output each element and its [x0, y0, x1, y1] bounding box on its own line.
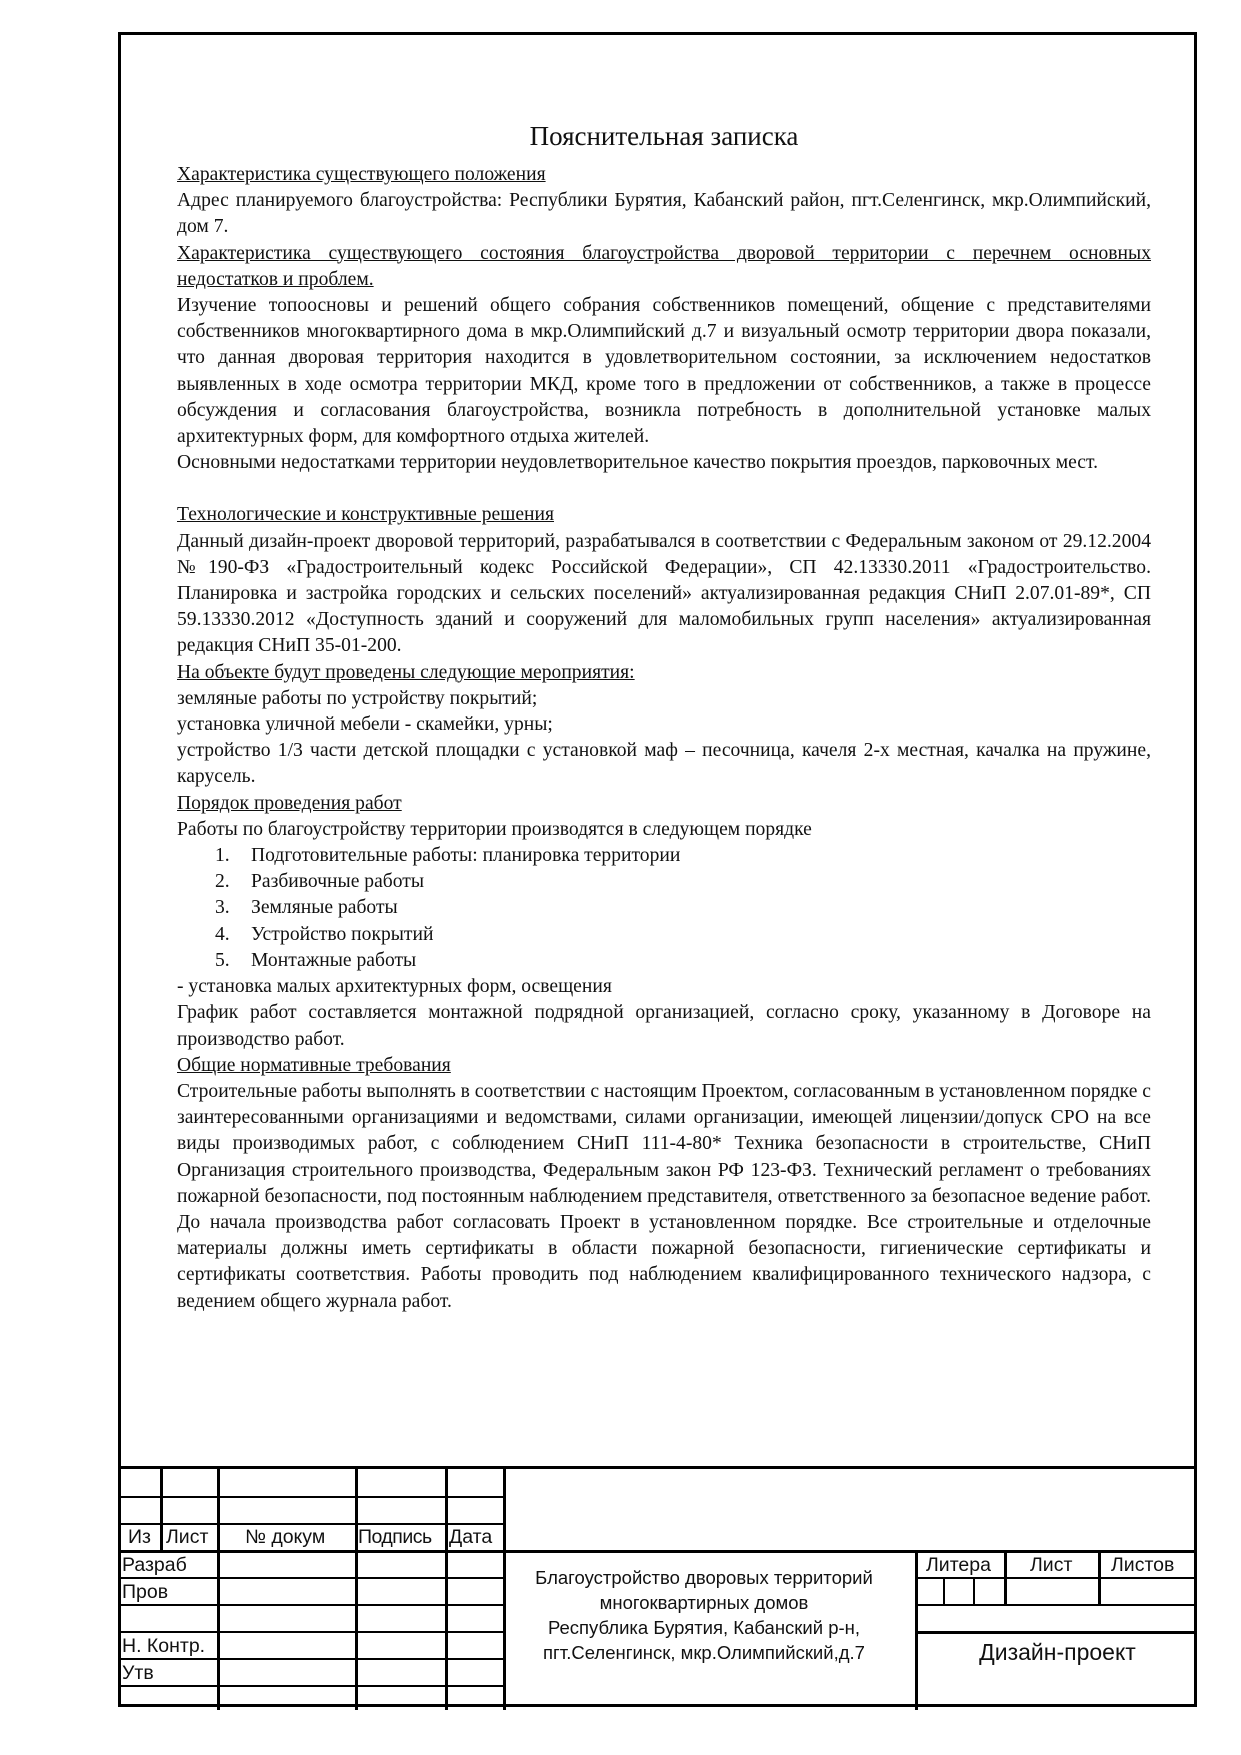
survey-paragraph: Изучение топоосновы и решений общего собрания собственников помещений, общение с представителями собственников многоквартирного дома в мкр.Олимпийский д.7 и визуальный осмотр территории двора показали, что данная дворовая территория находится в удовлетворительном состоянии, за исключением недостатков выявленных в ходе осмотра территории МКД, кроме того в предложении от собственников, а также в процессе обсуждения и согласования благоустройства, возникла потребность в дополнительной установке малых архитектурных форм, для комфортного отдыха жителей.	[177, 295, 1151, 448]
label-litera: Литера	[926, 1554, 991, 1576]
column-iz: Из	[128, 1526, 151, 1548]
measure-item: устройство 1/3 части детской площадки с установкой маф – песочница, качеля 2-х местная, качалка на пружине, карусель.	[177, 740, 1151, 788]
document-title: Пояснительная записка	[529, 121, 799, 151]
schedule-paragraph: График работ составляется монтажной подрядной организацией, согласно сроку, указанному в Договоре на производство работ.	[177, 1002, 1151, 1050]
row-norm-control: Н. Контр.	[122, 1635, 206, 1657]
explanatory-note	[177, 118, 1151, 1315]
section-heading-existing-state: Характеристика существующего положения	[177, 164, 546, 185]
work-order-extra: - установка малых архитектурных форм, освещения	[177, 976, 612, 998]
column-date: Дата	[449, 1526, 493, 1548]
project-description: Благоустройство дворовых территорий многоквартирных домов Республика Бурятия, Кабанский р-н, пгт.Селенгинск, мкр.Олимпийский,д.7	[535, 1567, 873, 1663]
row-checker: Пров	[122, 1581, 169, 1603]
row-approved: Утв	[122, 1662, 154, 1684]
address-paragraph: Адрес планируемого благоустройства: Республики Бурятия, Кабанский район, пгт.Селенгинск, мкр.Олимпийский, дом 7.	[177, 190, 1151, 238]
section-heading-work-order: Порядок проведения работ	[177, 792, 402, 814]
section-heading-general-requirements: Общие нормативные требования	[177, 1054, 451, 1076]
measure-item: земляные работы по устройству покрытий;	[177, 687, 538, 709]
label-sheet: Лист	[1030, 1554, 1073, 1576]
requirements-paragraph: Строительные работы выполнять в соответствии с настоящим Проектом, согласованным в установленном порядке с заинтересованными организациями и ведомствами, силами организации, имеющей лицензии/допуск СРО на все виды производимых работ, с соблюдением СНиП 111-4-80* Техника безопасности в строительстве, СНиП Организация строительного производства, Федеральным закон РФ 123-ФЗ. Технический регламент о требованиях пожарной безопасности, под постоянным наблюдением представителя, ответственного за безопасное ведение работ. До начала производства работ согласовать Проект в установленном порядке. Все строительные и отделочные материалы должны иметь сертификаты в области пожарной безопасности, гигиенические сертификаты и сертификаты соответствия. Работы проводить под наблюдением квалифицированного технического надзора, с ведением общего журнала работ.	[177, 1080, 1151, 1312]
list-item: 4. Устройство покрытий	[215, 923, 434, 945]
project-type: Дизайн-проект	[979, 1639, 1136, 1665]
shortcomings-paragraph: Основными недостатками территории неудовлетворительное качество покрытия проездов, парковочных мест.	[177, 452, 1098, 474]
list-item: 2. Разбивочные работы	[215, 871, 425, 893]
measures-heading: На объекте будут проведены следующие мероприятия:	[177, 661, 635, 683]
work-order-intro: Работы по благоустройству территории производятся в следующем порядке	[177, 818, 812, 840]
spacer	[177, 476, 1151, 502]
list-item: 5. Монтажные работы	[215, 949, 417, 971]
column-sheet: Лист	[166, 1526, 209, 1548]
label-sheets-total: Листов	[1111, 1554, 1175, 1576]
title-block	[118, 1466, 1197, 1710]
section-heading-technical-solutions: Технологические и конструктивные решения	[177, 504, 555, 526]
row-developer: Разраб	[122, 1554, 187, 1576]
measure-item: установка уличной мебели - скамейки, урны;	[177, 714, 553, 736]
column-doc-number: № докум	[245, 1526, 326, 1548]
section-heading-current-condition: Характеристика существующего состояния благоустройства дворовой территории с перечнем основных недостатков и проблем.	[177, 242, 1151, 290]
list-item: 1. Подготовительные работы: планировка территории	[215, 845, 681, 867]
column-signature: Подпись	[358, 1526, 432, 1548]
work-order-list	[177, 843, 1151, 974]
standards-paragraph: Данный дизайн-проект дворовой территорий, разрабатывался в соответствии с Федеральным законом от 29.12.2004 №190-ФЗ «Градостроительный кодекс Российской Федерации», СП 42.13330.2011 «Градостроительство. Планировка и застройка городских и сельских поселений» актуализированная редакция СНиП 2.07.01-89*, СП 59.13330.2012 «Доступность зданий и сооружений для маломобильных групп населения» актуализированная редакция СНиП 35-01-200.	[177, 530, 1151, 657]
list-item: 3. Земляные работы	[215, 897, 398, 919]
